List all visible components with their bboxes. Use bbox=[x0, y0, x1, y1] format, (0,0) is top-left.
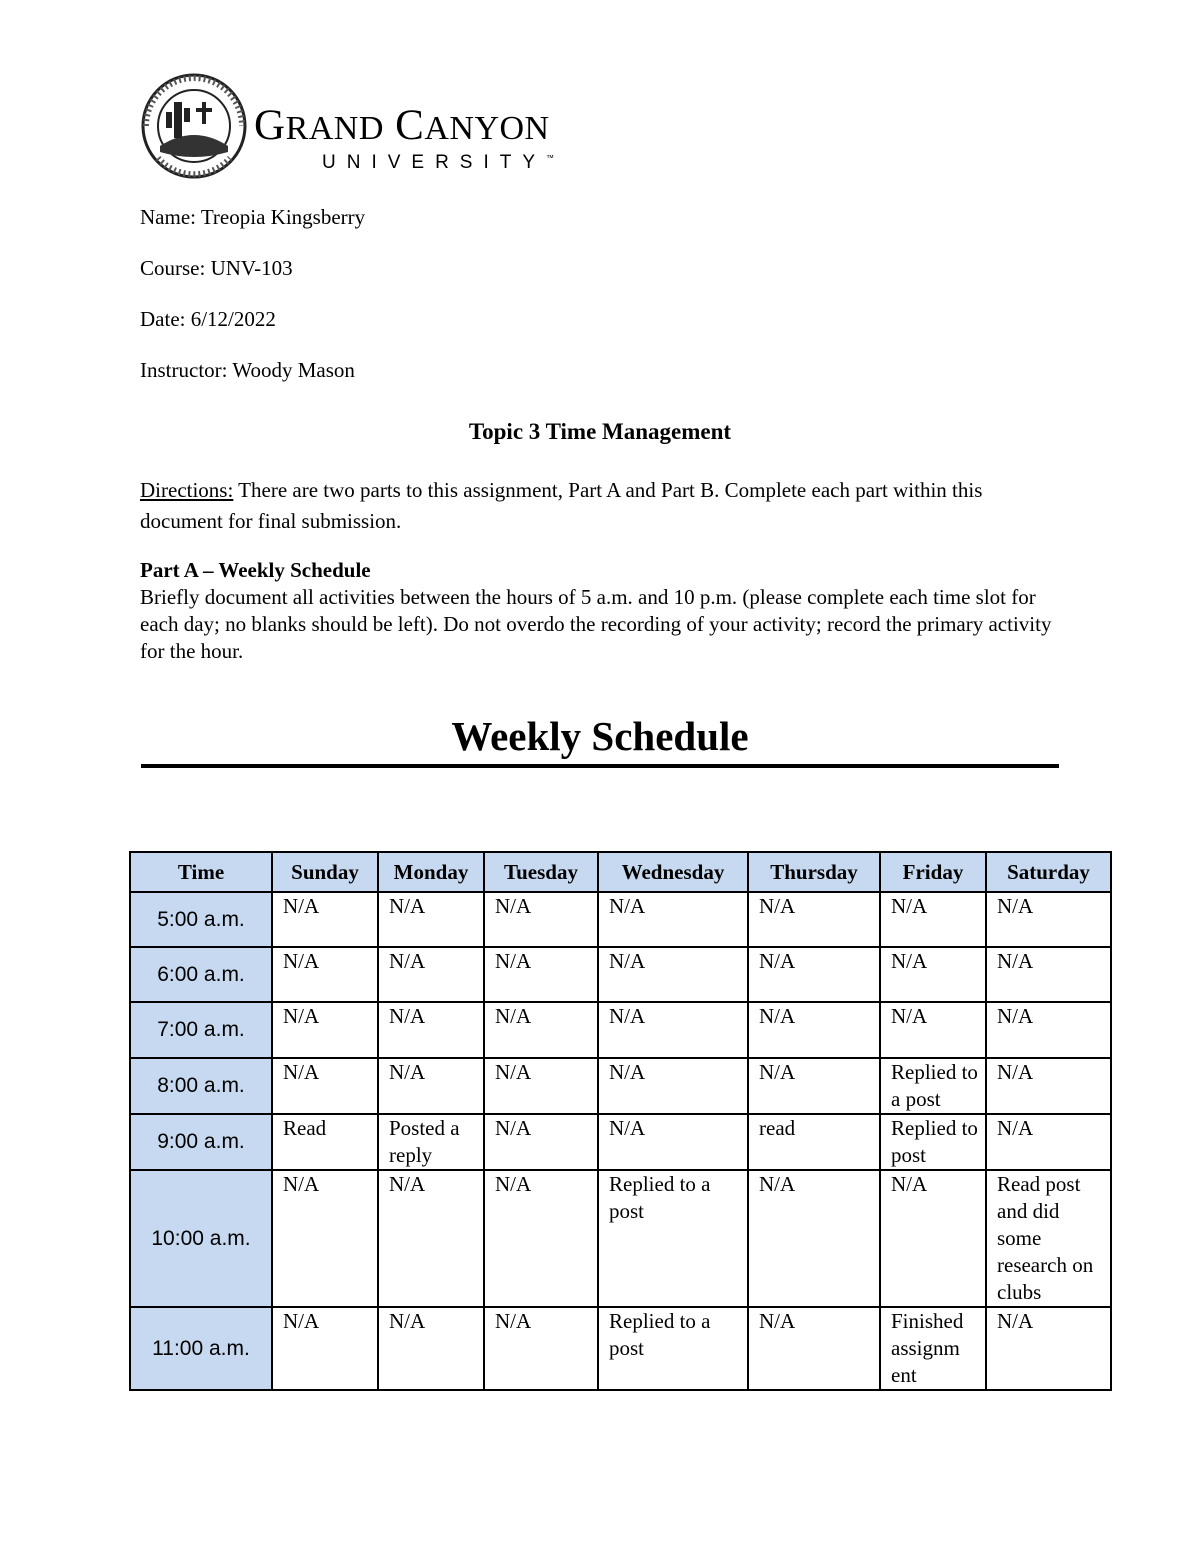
schedule-cell: N/A bbox=[484, 1058, 598, 1114]
column-header-friday: Friday bbox=[880, 852, 986, 892]
logo-wordmark: GRAND CANYON bbox=[254, 102, 550, 149]
schedule-cell: N/A bbox=[748, 1058, 880, 1114]
directions-text: There are two parts to this assignment, Part A and Part B. Complete each part within this document for final submission. bbox=[140, 478, 983, 533]
column-header-thursday: Thursday bbox=[748, 852, 880, 892]
schedule-cell: N/A bbox=[272, 1307, 378, 1390]
table-row bbox=[130, 1114, 1111, 1170]
schedule-cell: N/A bbox=[986, 1307, 1111, 1390]
schedule-cell: N/A bbox=[272, 947, 378, 1002]
schedule-cell: Read bbox=[272, 1114, 378, 1170]
schedule-cell: N/A bbox=[748, 892, 880, 947]
schedule-cell: N/A bbox=[484, 1170, 598, 1307]
submission-date: Date: 6/12/2022 bbox=[140, 307, 276, 331]
weekly-schedule-title: Weekly Schedule bbox=[451, 713, 749, 759]
schedule-cell: N/A bbox=[880, 892, 986, 947]
schedule-cell: N/A bbox=[748, 1307, 880, 1390]
schedule-cell: Replied to a post bbox=[598, 1170, 748, 1307]
table-row bbox=[130, 892, 1111, 947]
column-header-tuesday: Tuesday bbox=[484, 852, 598, 892]
schedule-cell: N/A bbox=[748, 947, 880, 1002]
instructor-name: Instructor: Woody Mason bbox=[140, 358, 355, 382]
schedule-cell: N/A bbox=[378, 1002, 484, 1058]
schedule-cell: Replied to a post bbox=[880, 1058, 986, 1114]
schedule-cell: N/A bbox=[272, 1002, 378, 1058]
schedule-cell: N/A bbox=[748, 1002, 880, 1058]
schedule-cell: N/A bbox=[272, 892, 378, 947]
schedule-cell: N/A bbox=[986, 892, 1111, 947]
table-row bbox=[130, 1170, 1111, 1307]
time-slot: 10:00 a.m. bbox=[130, 1170, 272, 1307]
schedule-cell: N/A bbox=[986, 1058, 1111, 1114]
time-slot: 6:00 a.m. bbox=[130, 947, 272, 1002]
time-slot: 11:00 a.m. bbox=[130, 1307, 272, 1390]
course-code: Course: UNV-103 bbox=[140, 256, 293, 280]
logo-subline: UNIVERSITY™ bbox=[322, 152, 555, 173]
schedule-cell: N/A bbox=[484, 1002, 598, 1058]
schedule-cell: N/A bbox=[378, 1058, 484, 1114]
schedule-cell: N/A bbox=[598, 947, 748, 1002]
schedule-cell: N/A bbox=[484, 892, 598, 947]
schedule-cell: N/A bbox=[880, 947, 986, 1002]
schedule-cell: Finished assignm ent bbox=[880, 1307, 986, 1390]
title-divider bbox=[141, 764, 1059, 768]
schedule-cell: N/A bbox=[484, 1114, 598, 1170]
schedule-cell: N/A bbox=[484, 947, 598, 1002]
schedule-cell: Read post and did some research on clubs bbox=[986, 1170, 1111, 1307]
schedule-cell: N/A bbox=[598, 1058, 748, 1114]
schedule-cell: Replied to a post bbox=[598, 1307, 748, 1390]
schedule-cell: N/A bbox=[598, 892, 748, 947]
schedule-cell: N/A bbox=[598, 1002, 748, 1058]
schedule-cell: N/A bbox=[378, 1307, 484, 1390]
column-header-monday: Monday bbox=[378, 852, 484, 892]
table-header-row bbox=[130, 852, 1111, 892]
schedule-cell: N/A bbox=[986, 1114, 1111, 1170]
schedule-cell: N/A bbox=[986, 947, 1111, 1002]
schedule-cell: N/A bbox=[378, 892, 484, 947]
schedule-cell: Posted a reply bbox=[378, 1114, 484, 1170]
schedule-cell: N/A bbox=[484, 1307, 598, 1390]
table-row bbox=[130, 1307, 1111, 1390]
directions-paragraph bbox=[140, 475, 1060, 537]
schedule-cell: N/A bbox=[378, 1170, 484, 1307]
schedule-cell: N/A bbox=[748, 1170, 880, 1307]
schedule-cell: N/A bbox=[880, 1002, 986, 1058]
column-header-sunday: Sunday bbox=[272, 852, 378, 892]
student-name: Name: Treopia Kingsberry bbox=[140, 205, 366, 229]
schedule-cell: N/A bbox=[598, 1114, 748, 1170]
column-header-time: Time bbox=[130, 852, 272, 892]
time-slot: 5:00 a.m. bbox=[130, 892, 272, 947]
directions-label: Directions: bbox=[140, 478, 234, 502]
part-a-heading: Part A – Weekly Schedule bbox=[140, 558, 371, 582]
university-logo bbox=[140, 72, 620, 182]
column-header-saturday: Saturday bbox=[986, 852, 1111, 892]
part-a-instructions: Briefly document all activities between the hours of 5 a.m. and 10 p.m. (please complete each time slot for each day; no blanks should be left). Do not overdo the recording of your activity; record the primary activity for the hour. bbox=[140, 585, 1052, 663]
schedule-cell: N/A bbox=[880, 1170, 986, 1307]
schedule-cell: Replied to post bbox=[880, 1114, 986, 1170]
schedule-cell: N/A bbox=[272, 1058, 378, 1114]
time-slot: 7:00 a.m. bbox=[130, 1002, 272, 1058]
schedule-cell: N/A bbox=[272, 1170, 378, 1307]
time-slot: 8:00 a.m. bbox=[130, 1058, 272, 1114]
table-row bbox=[130, 1058, 1111, 1114]
weekly-schedule-table bbox=[129, 851, 1112, 1391]
table-row bbox=[130, 947, 1111, 1002]
document-title: Topic 3 Time Management bbox=[468, 419, 732, 444]
university-seal-icon bbox=[140, 72, 248, 180]
schedule-cell: read bbox=[748, 1114, 880, 1170]
schedule-cell: N/A bbox=[986, 1002, 1111, 1058]
time-slot: 9:00 a.m. bbox=[130, 1114, 272, 1170]
table-row bbox=[130, 1002, 1111, 1058]
schedule-cell: N/A bbox=[378, 947, 484, 1002]
column-header-wednesday: Wednesday bbox=[598, 852, 748, 892]
